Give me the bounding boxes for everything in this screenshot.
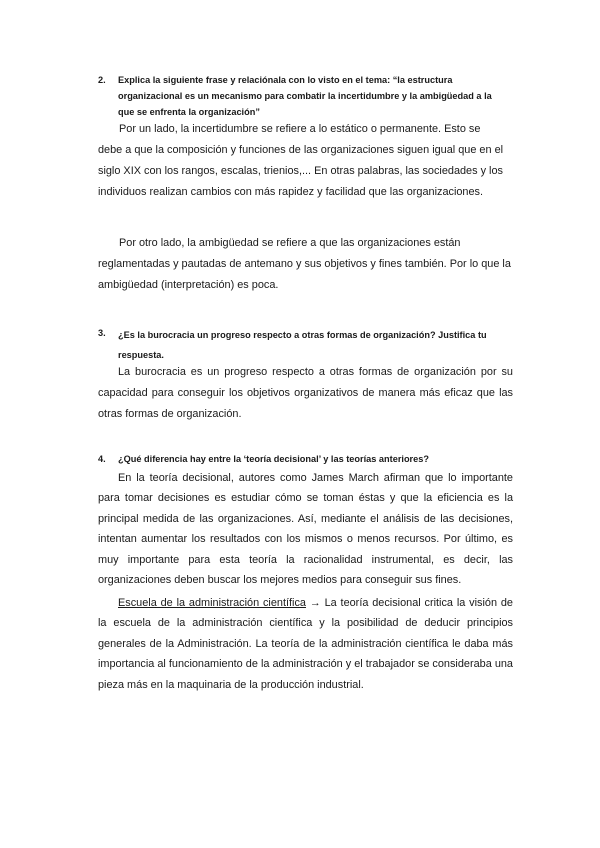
question-text-line: ¿Qué diferencia hay entre la ‘teoría decisional’ y las teorías anteriores?	[118, 454, 429, 464]
escuela-paragraph	[98, 593, 513, 695]
answer-line: Por un lado, la incertidumbre se refiere a lo estático o permanente. Esto se	[119, 123, 481, 135]
question-text-line: ¿Es la burocracia un progreso respecto a otras formas de organización? Justifica tu	[118, 330, 487, 340]
answer-line: Por otro lado, la ambigüedad se refiere a que las organizaciones están	[119, 237, 461, 249]
answer-line: En la teoría decisional, autores como James March afirman que lo importante	[118, 472, 513, 484]
question-number: 4.	[98, 454, 106, 464]
answer-line: muy importante para esta teoría la racionalidad instrumental, es decir, las	[98, 553, 513, 566]
answer-3-paragraph	[98, 362, 513, 425]
answer-line: importancia al funcionamiento de la administración y el trabajador se consideraba una	[98, 658, 513, 671]
answer-line: debe a que la composición y funciones de las organizaciones siguen igual que en el	[98, 144, 504, 156]
answer-line: pieza más en la maquinaria de la producción industrial.	[98, 678, 364, 691]
answer-line: otras formas de organización.	[98, 408, 242, 420]
question-number: 3.	[98, 328, 106, 338]
answer-2-paragraph-2	[119, 233, 519, 254]
question-4	[98, 451, 518, 467]
answer-line: reglamentadas y pautadas de antemano y sus objetivos y fines también. Por lo que la	[98, 258, 511, 270]
question-3	[98, 325, 518, 365]
answer-line: generales de la Administración. La teoría de la administración científica le daba más	[98, 637, 513, 650]
answer-line: principal medida de las organizaciones. Así, mediante el análisis de las decisiones,	[98, 512, 513, 525]
answer-line: para tomar decisiones es estudiar cómo se toman éstas y que la eficiencia es la	[98, 492, 513, 505]
escuela-first-line	[98, 593, 513, 613]
answer-4-paragraph	[98, 468, 513, 590]
question-number: 2.	[98, 75, 106, 85]
answer-line: siglo XIX con los rangos, escalas, trienios,... En otras palabras, las sociedades y los	[98, 165, 503, 177]
question-text-line: respuesta.	[118, 350, 164, 360]
answer-line: La burocracia es un progreso respecto a otras formas de organización por su	[118, 366, 513, 378]
escuela-heading: Escuela de la administración científica	[118, 597, 306, 609]
answer-line: individuos realizan cambios con más rapidez y facilidad que las organizaciones.	[98, 186, 484, 198]
question-2	[98, 72, 518, 120]
answer-2-paragraph-2-cont	[98, 254, 518, 296]
question-text-line: que se enfrenta la organización”	[118, 107, 260, 117]
question-text-line: organizacional es un mecanismo para combatir la incertidumbre y la ambigüedad a la	[118, 91, 492, 101]
answer-line: intentan aumentar los resultados con los mismos o menos recursos. Por último, es	[98, 533, 513, 546]
answer-line: ambigüedad (interpretación) es poca.	[98, 279, 279, 291]
answer-2-paragraph-1-cont	[98, 140, 518, 203]
question-text-line: Explica la siguiente frase y relaciónala con lo visto en el tema: “la estructura	[118, 75, 453, 85]
answer-line: la escuela de la administración científica y la posibilidad de deducir principios	[98, 617, 513, 630]
answer-line: capacidad para conseguir los objetivos organizativos de manera más eficaz que las	[98, 387, 513, 399]
answer-line: organizaciones deben buscar los mejores medios para conseguir sus fines.	[98, 573, 462, 586]
escuela-first-line-rest: → La teoría decisional critica la visión de	[305, 597, 513, 609]
answer-2-paragraph-1	[117, 119, 517, 140]
